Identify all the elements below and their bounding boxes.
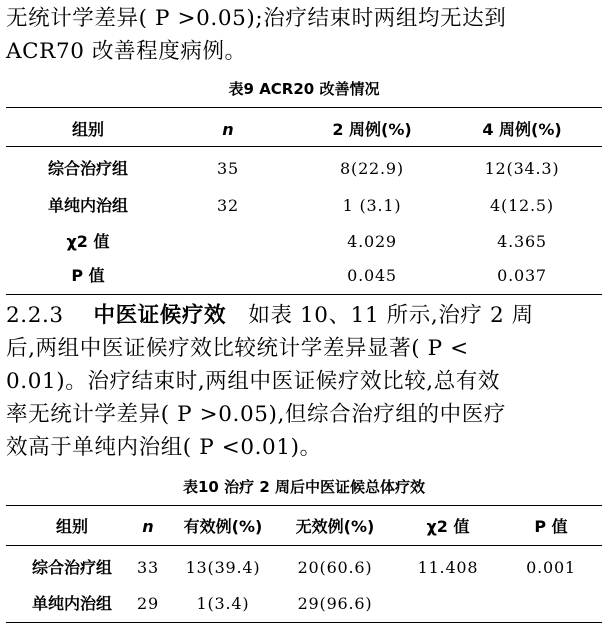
table10-top-rule bbox=[6, 505, 602, 506]
table-cell: 35 bbox=[217, 159, 239, 178]
table-cell: 29 bbox=[137, 594, 159, 613]
table9-header-rule bbox=[6, 146, 602, 147]
paragraph-line: 率无统计学差异( P >0.05),但综合治疗组的中医疗 bbox=[6, 402, 506, 427]
table9-caption: 表9 ACR20 改善情况 bbox=[228, 80, 380, 98]
table9-bottom-rule bbox=[6, 294, 602, 295]
table-row-label: 单纯内治组 bbox=[47, 196, 129, 215]
table-cell: 4.365 bbox=[497, 232, 547, 251]
paragraph-continuation bbox=[6, 2, 602, 68]
table10-bottom-rule bbox=[6, 622, 602, 623]
table-cell: 1 (3.1) bbox=[342, 196, 402, 215]
table-cell: 11.408 bbox=[417, 558, 479, 577]
table-cell: 0.045 bbox=[347, 266, 397, 285]
table-cell: 8(22.9) bbox=[340, 159, 404, 178]
section-paragraph bbox=[6, 299, 602, 464]
paragraph-line: 后,两组中医证候疗效比较统计学差异显著( P < bbox=[6, 336, 469, 361]
paragraph-line: 效高于单纯内治组( P <0.01)。 bbox=[6, 435, 322, 460]
table-cell: 32 bbox=[217, 196, 239, 215]
table-cell: 4.029 bbox=[347, 232, 397, 251]
paragraph-line bbox=[6, 299, 602, 332]
table-cell: 33 bbox=[137, 558, 159, 577]
table10-header-group: 组别 bbox=[55, 517, 89, 536]
paragraph-line: 无统计学差异( P >0.05);治疗结束时两组均无达到 bbox=[6, 6, 507, 31]
table9-header-n: n bbox=[222, 120, 234, 139]
paragraph-text: 如表 10、11 所示,治疗 2 周 bbox=[248, 303, 534, 328]
table9-header-week4: 4 周例(%) bbox=[482, 120, 562, 139]
table10-header-p: P 值 bbox=[534, 517, 568, 536]
table-row-label: 综合治疗组 bbox=[31, 558, 113, 577]
table-cell: 12(34.3) bbox=[484, 159, 560, 178]
table10-header-ineffective: 无效例(%) bbox=[295, 517, 375, 536]
table10-header-effective: 有效例(%) bbox=[183, 517, 263, 536]
table-cell: 0.001 bbox=[526, 558, 576, 577]
table10-header-n: n bbox=[142, 517, 154, 536]
table10-header-rule bbox=[6, 545, 602, 546]
table9-header-group: 组别 bbox=[71, 120, 105, 139]
table-cell: 13(39.4) bbox=[185, 558, 261, 577]
section-title: 中医证候疗效 bbox=[93, 303, 227, 328]
paragraph-line: 0.01)。治疗结束时,两组中医证候疗效比较,总有效 bbox=[6, 369, 501, 394]
table9-header-week2: 2 周例(%) bbox=[332, 120, 412, 139]
section-number: 2.2.3 bbox=[6, 303, 64, 328]
table-row-label: P 值 bbox=[71, 266, 105, 285]
table9-top-rule bbox=[6, 107, 602, 108]
table-cell: 29(96.6) bbox=[297, 594, 373, 613]
table10-header-chi2: χ2 值 bbox=[426, 517, 470, 536]
table-cell: 1(3.4) bbox=[196, 594, 250, 613]
table-cell: 20(60.6) bbox=[297, 558, 373, 577]
table-cell: 0.037 bbox=[497, 266, 547, 285]
table-row-label: χ2 值 bbox=[66, 232, 110, 251]
paragraph-line: ACR70 改善程度病例。 bbox=[6, 39, 247, 64]
table-row-label: 单纯内治组 bbox=[31, 594, 113, 613]
table10-caption: 表10 治疗 2 周后中医证候总体疗效 bbox=[183, 478, 425, 496]
table-cell: 4(12.5) bbox=[490, 196, 554, 215]
table-row-label: 综合治疗组 bbox=[47, 159, 129, 178]
